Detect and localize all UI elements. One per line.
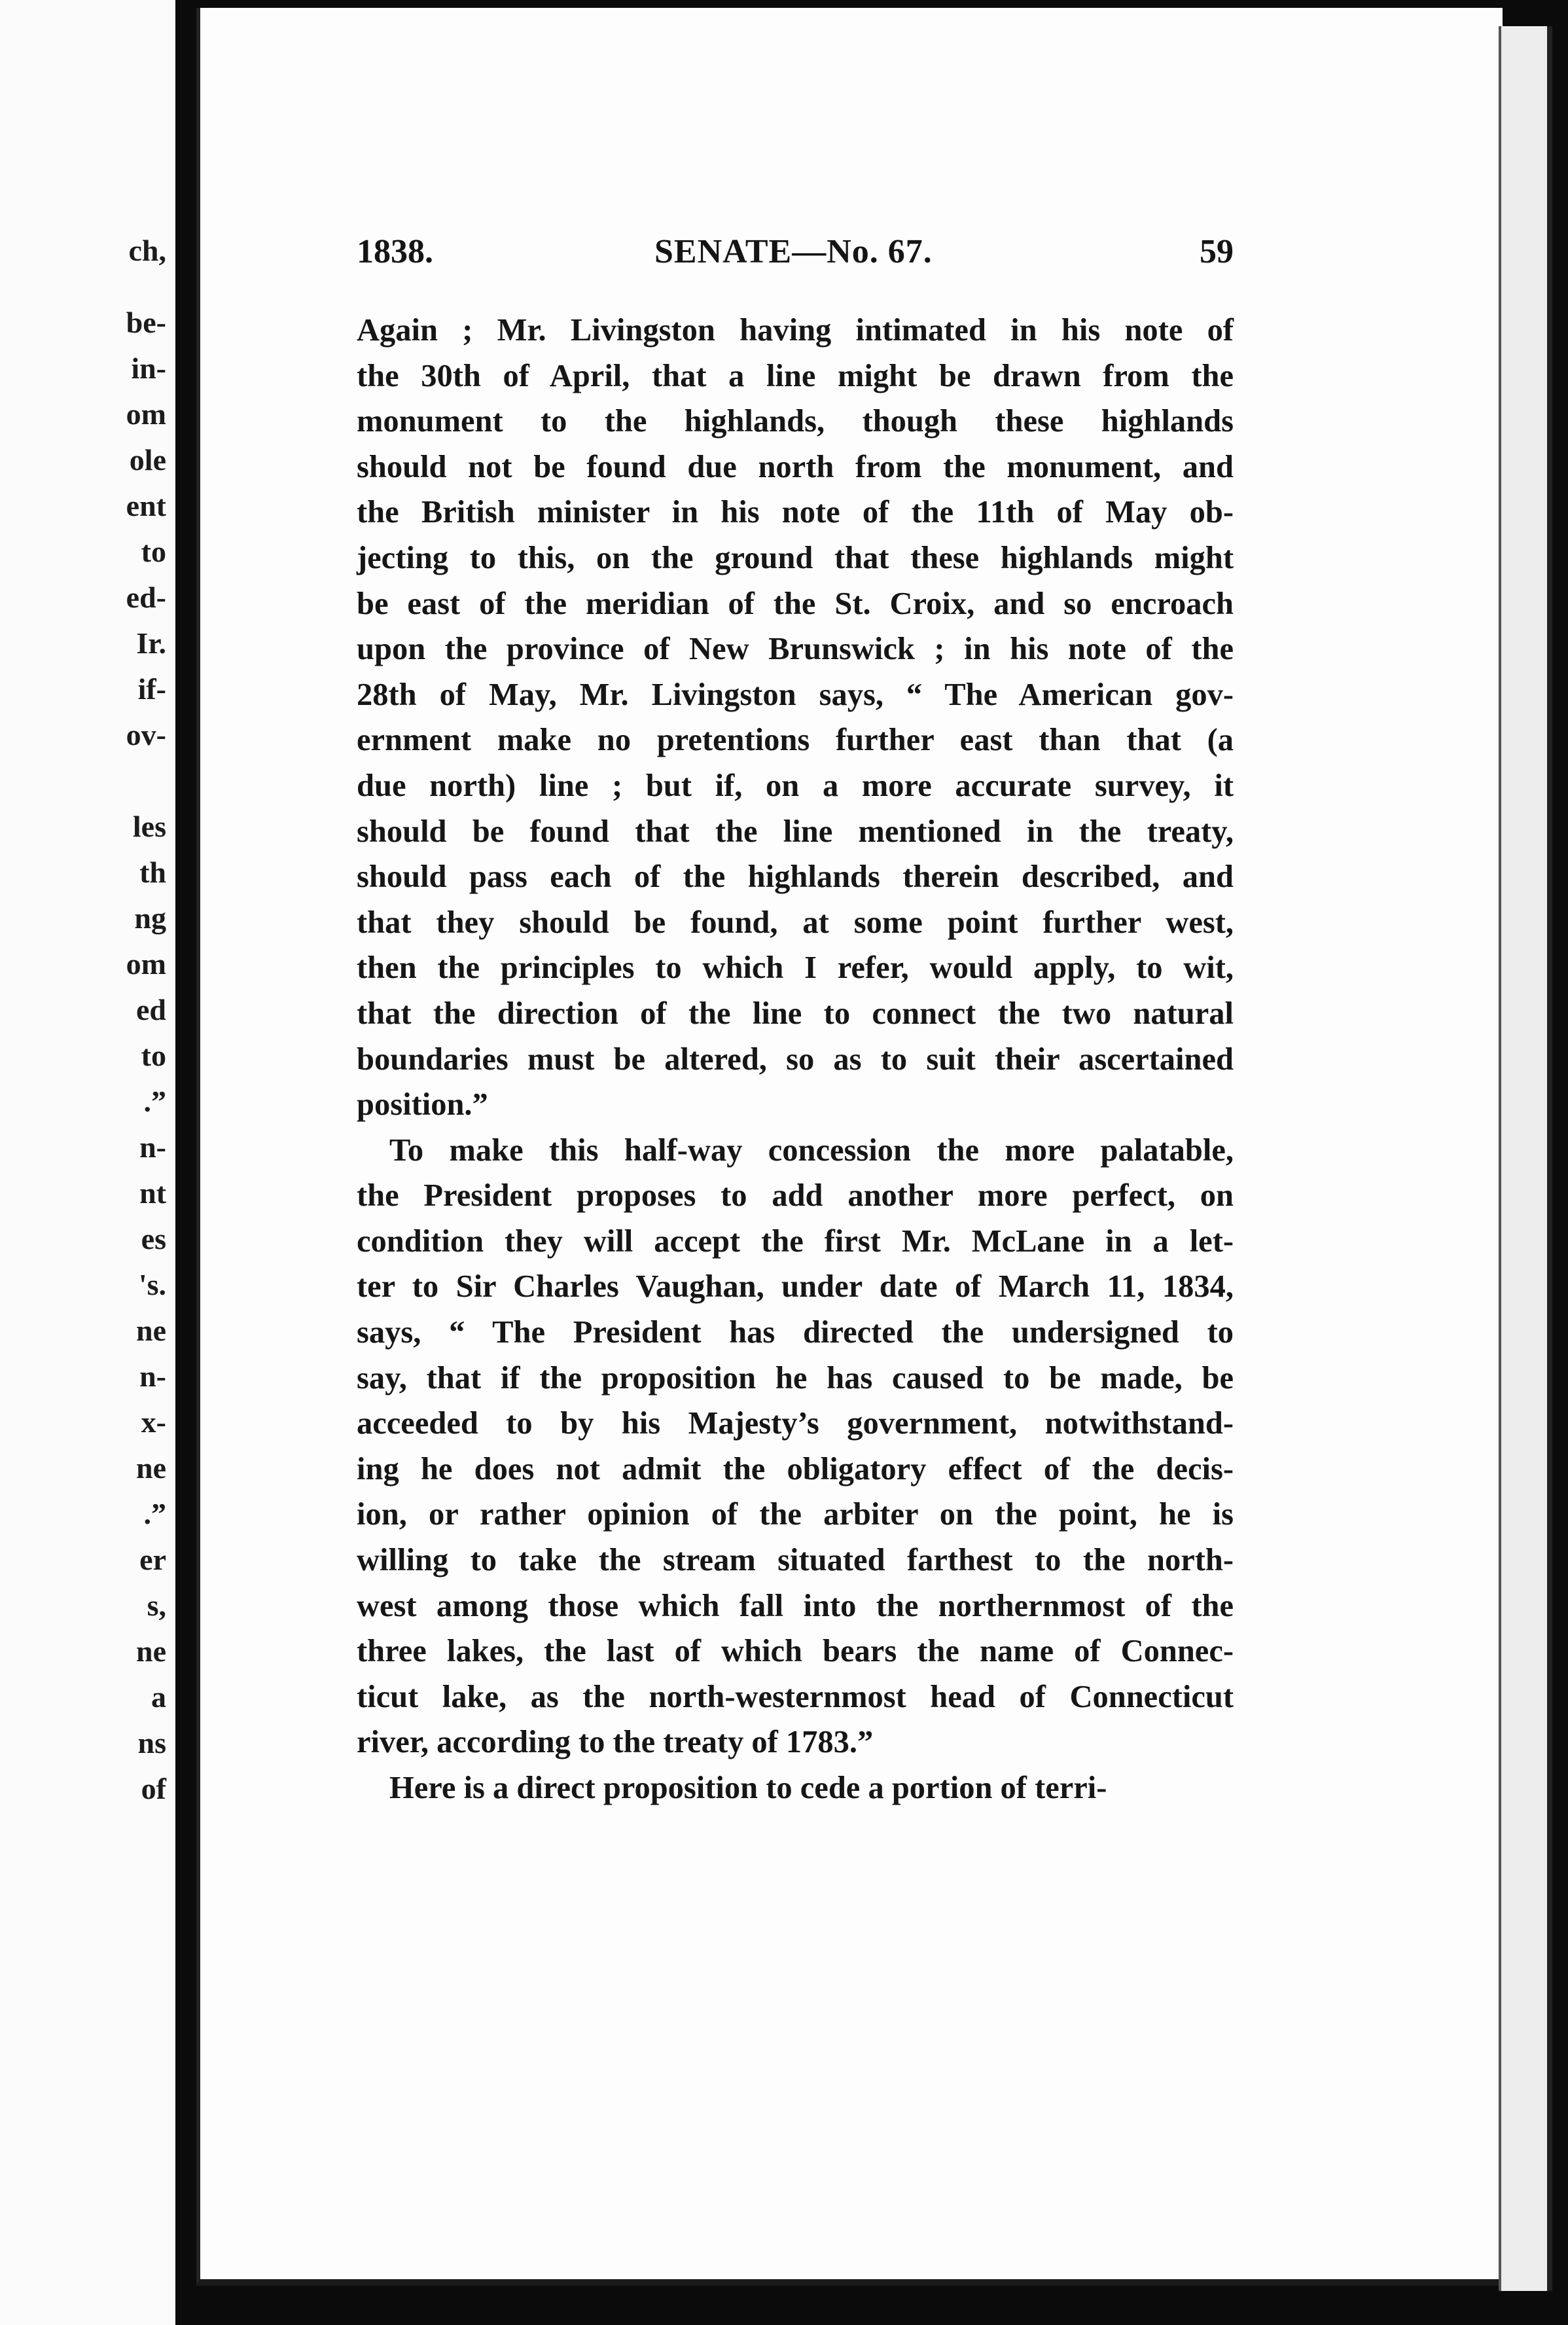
left-fragment: ov- [126,718,166,751]
book-gutter [175,0,196,2325]
text-line: jecting to this, on the ground that these highlands might [357,540,1234,575]
text-line: Again ; Mr. Livingston having intimated in his note of [357,313,1234,348]
left-fragment: be- [126,306,166,339]
left-fragment: .” [143,1497,166,1530]
paragraph [357,308,1234,1128]
text-line: say, that if the proposition he has caused to be made, be [357,1360,1234,1396]
left-fragment: a [151,1680,166,1714]
left-fragment: ns [137,1726,166,1759]
text-line: ticut lake, as the north-westernmost head of Connecticut [357,1679,1234,1714]
text-line: ing he does not admit the obligatory effect of the decis- [357,1451,1234,1487]
text-line: acceeded to by his Majesty’s government, notwithstand- [357,1406,1234,1441]
text-line: west among those which fall into the northernmost of the [357,1588,1234,1623]
body-text [357,308,1234,1811]
left-fragment: ent [126,489,166,522]
text-line: due north) line ; but if, on a more accurate survey, it [357,768,1234,803]
text-line: then the principles to which I refer, would apply, to wit, [357,950,1234,986]
text-line: boundaries must be altered, so as to suit their ascertained [357,1041,1234,1077]
text-line: ernment make no pretentions further east than that (a [357,723,1234,758]
left-fragment: er [139,1543,166,1576]
text-line: To make this half-way concession the more palatable, [389,1132,1234,1168]
left-fragment: .” [143,1085,166,1118]
page-number: 59 [1200,233,1234,270]
left-fragment: ed [136,993,166,1026]
left-fragment: of [141,1772,166,1805]
left-page-edge [0,0,175,2325]
left-fragment: th [139,856,166,889]
text-line: that they should be found, at some point further west, [357,905,1234,940]
left-fragment: ch, [128,234,166,267]
text-line: should be found that the line mentioned in the treaty, [357,814,1234,849]
left-fragment: ne [136,1451,166,1485]
header-title: SENATE—No. 67. [654,233,933,270]
text-line: willing to take the stream situated farthest to the north- [357,1543,1234,1578]
left-fragment: to [141,535,166,568]
left-fragment: om [126,947,166,981]
text-line: ion, or rather opinion of the arbiter on the point, he is [357,1497,1234,1532]
left-fragment: om [126,397,166,431]
left-fragment: es [141,1222,166,1255]
text-line: river, according to the treaty of 1783.” [357,1725,874,1760]
text-line: Here is a direct proposition to cede a portion of terri- [389,1771,1107,1805]
left-fragment: s, [147,1589,166,1622]
left-fragment: ole [129,443,166,477]
left-fragment: nt [139,1176,166,1210]
header-year: 1838. [357,233,433,270]
text-line: condition they will accept the first Mr. McLane in a let- [357,1223,1234,1259]
left-fragment: to [141,1039,166,1072]
left-fragment: ng [134,901,166,935]
paragraph [357,1765,1234,1811]
text-line: ter to Sir Charles Vaughan, under date of March 11, 1834, [357,1269,1234,1305]
left-fragment: ne [136,1314,166,1347]
paragraph [357,1128,1234,1765]
left-fragment: in- [131,351,166,385]
text-line: the 30th of April, that a line might be drawn from the [357,358,1234,393]
page-edge-stack [1499,26,1552,2291]
text-line: be east of the meridian of the St. Croix, and so encroach [357,586,1234,621]
left-fragment: ed- [126,581,166,614]
left-fragment: les [132,810,166,843]
text-line: monument to the highlands, though these highlands [357,404,1234,439]
text-line: upon the province of New Brunswick ; in his note of the [357,632,1234,667]
paragraphs [357,308,1234,1811]
text-line: that the direction of the line to connect the two natural [357,996,1234,1031]
left-fragment: x- [141,1405,166,1439]
text-line: the President proposes to add another more perfect, on [357,1178,1234,1214]
text-line: 28th of May, Mr. Livingston says, “ The American gov- [357,677,1234,712]
text-line: position.” [357,1087,488,1123]
left-fragment: ne [136,1634,166,1668]
left-fragment: if- [137,672,166,706]
text-line: should pass each of the highlands therein described, and [357,859,1234,895]
text-line: should not be found due north from the monument, and [357,449,1234,484]
text-line: three lakes, the last of which bears the name of Connec- [357,1634,1234,1669]
left-fragment: n- [139,1360,166,1393]
left-fragment: Ir. [136,626,166,660]
left-fragment: 's. [138,1268,166,1301]
text-line: says, “ The President has directed the undersigned to [357,1315,1234,1350]
text-line: the British minister in his note of the 11th of May ob- [357,495,1234,530]
left-fragment: n- [139,1130,166,1164]
running-header [357,232,1234,278]
